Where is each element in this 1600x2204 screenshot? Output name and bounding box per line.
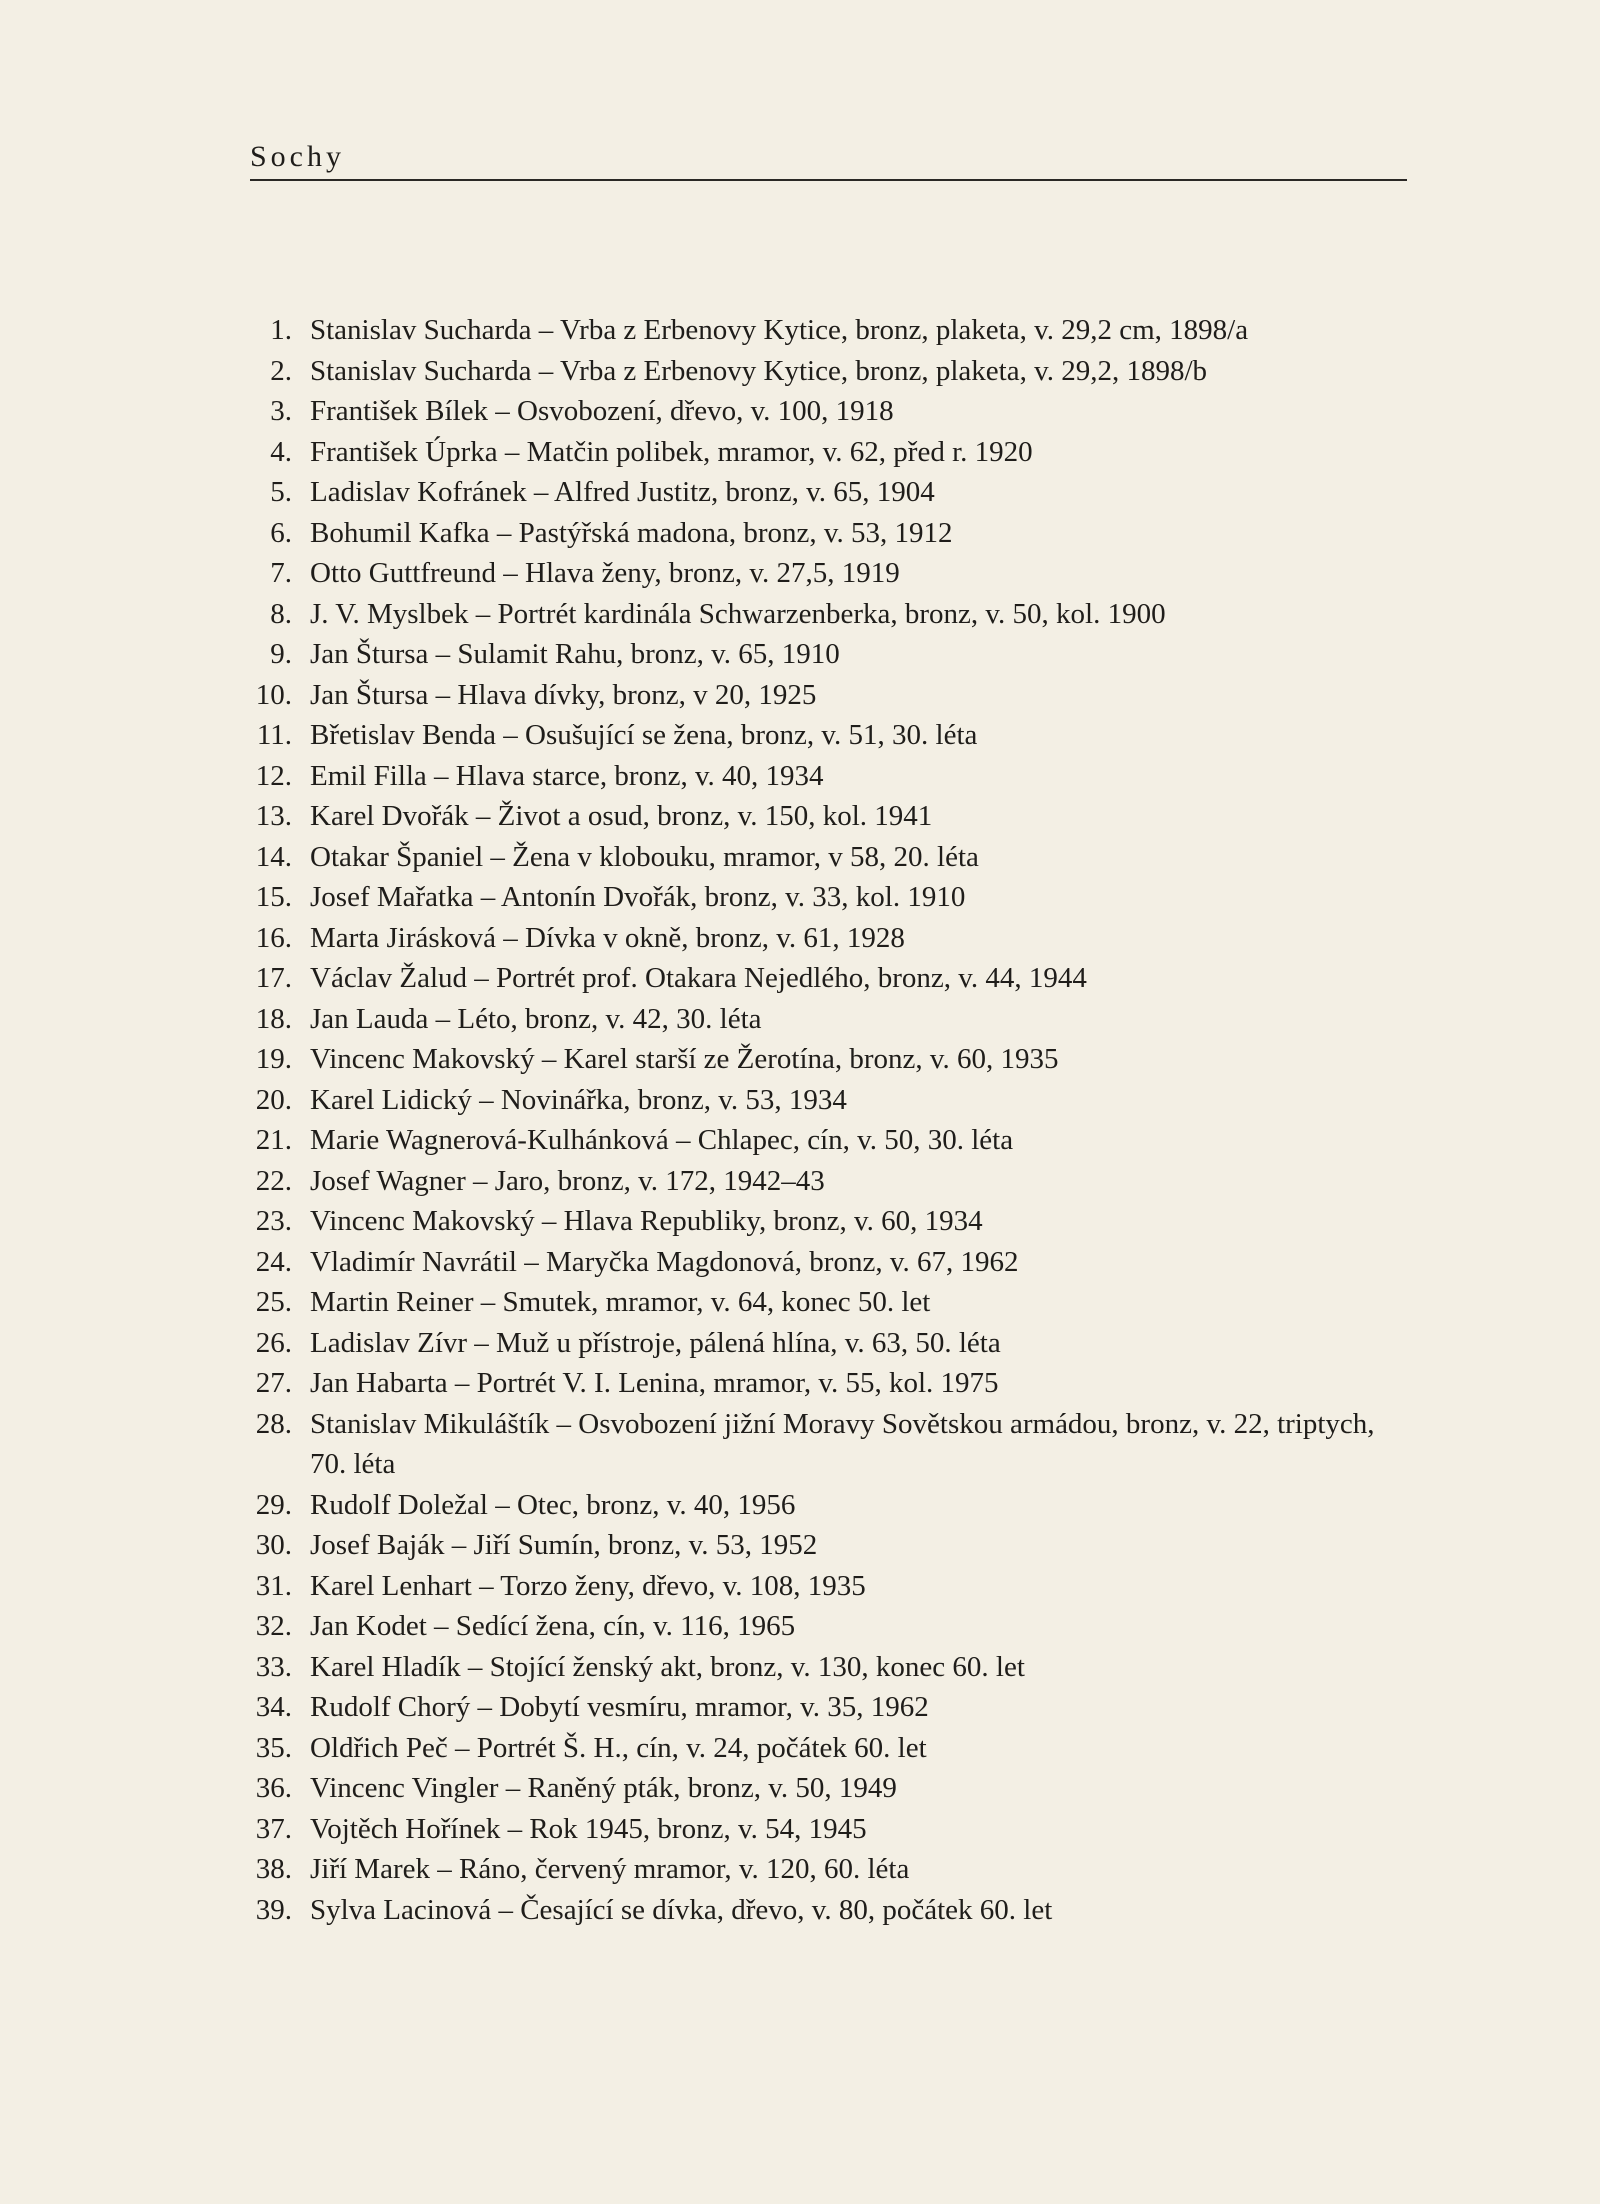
list-item-number: 30. <box>255 1529 292 1561</box>
list-item <box>250 796 1430 837</box>
list-item-number: 2. <box>270 354 292 387</box>
list-item-number: 7. <box>270 557 292 589</box>
list-item <box>250 1606 1430 1647</box>
list-item <box>250 958 1430 999</box>
list-item <box>250 675 1430 716</box>
list-item <box>250 1242 1430 1283</box>
list-item-number: 15. <box>255 881 292 913</box>
list-item <box>250 1566 1430 1607</box>
list-item-text: Ladislav Zívr – Muž u přístroje, pálená hlína, v. 63, 50. léta <box>310 1326 1001 1359</box>
list-item-number: 22. <box>255 1164 292 1197</box>
list-item-text: Karel Lenhart – Torzo ženy, dřevo, v. 108, 1935 <box>310 1569 866 1602</box>
list-item-number: 1. <box>270 314 292 346</box>
list-item-text: Vincenc Makovský – Hlava Republiky, bronz, v. 60, 1934 <box>310 1205 983 1237</box>
list-item <box>250 1161 1430 1202</box>
list-item-text: Sylva Lacinová – Česající se dívka, dřevo, v. 80, počátek 60. let <box>310 1893 1053 1926</box>
list-item <box>250 999 1430 1040</box>
list-item-text: Vincenc Makovský – Karel starší ze Žerotína, bronz, v. 60, 1935 <box>310 1043 1059 1075</box>
list-item-number: 27. <box>255 1367 292 1399</box>
list-item-number: 17. <box>255 962 292 994</box>
list-item-number: 39. <box>255 1893 292 1926</box>
list-item <box>250 918 1430 959</box>
list-item-text: Ladislav Kofránek – Alfred Justitz, bronz, v. 65, 1904 <box>310 476 935 508</box>
list-item-text: Stanislav Mikuláštík – Osvobození jižní Moravy Sovětskou armádou, bronz, v. 22, triptych, 70. léta <box>310 1407 1375 1480</box>
list-item <box>250 553 1430 594</box>
list-item-text: Bohumil Kafka – Pastýřská madona, bronz, v. 53, 1912 <box>310 516 953 549</box>
list-item-number: 31. <box>255 1569 292 1602</box>
list-item <box>250 1080 1430 1121</box>
list-item-text: Karel Dvořák – Život a osud, bronz, v. 150, kol. 1941 <box>310 800 933 832</box>
list-item-text: Vincenc Vingler – Raněný pták, bronz, v. 50, 1949 <box>310 1772 897 1804</box>
list-item-number: 19. <box>255 1043 292 1075</box>
list-item <box>250 1687 1430 1728</box>
list-item <box>250 1282 1430 1323</box>
list-item-number: 26. <box>255 1326 292 1359</box>
list-item <box>250 472 1430 513</box>
list-item-text: Jan Kodet – Sedící žena, cín, v. 116, 1965 <box>310 1610 796 1642</box>
list-item-text: Karel Hladík – Stojící ženský akt, bronz, v. 130, konec 60. let <box>310 1650 1025 1683</box>
list-item-number: 32. <box>255 1610 292 1642</box>
list-item-number: 5. <box>270 476 292 508</box>
list-item-number: 36. <box>255 1772 292 1804</box>
list-item-number: 24. <box>255 1245 292 1278</box>
list-item <box>250 1849 1430 1890</box>
list-item <box>250 310 1430 351</box>
list-item-number: 23. <box>255 1205 292 1237</box>
list-item-text: Jan Štursa – Sulamit Rahu, bronz, v. 65, 1910 <box>310 638 840 670</box>
list-item-text: Stanislav Sucharda – Vrba z Erbenovy Kytice, bronz, plaketa, v. 29,2 cm, 1898/a <box>310 314 1249 346</box>
list-item <box>250 1120 1430 1161</box>
list-item-number: 10. <box>255 678 292 711</box>
list-item-number: 3. <box>270 395 292 427</box>
list-item-text: Stanislav Sucharda – Vrba z Erbenovy Kytice, bronz, plaketa, v. 29,2, 1898/b <box>310 354 1208 387</box>
list-item-text: Břetislav Benda – Osušující se žena, bronz, v. 51, 30. léta <box>310 719 978 751</box>
list-item-text: Vladimír Navrátil – Maryčka Magdonová, bronz, v. 67, 1962 <box>310 1245 1019 1278</box>
list-item <box>250 1525 1430 1566</box>
list-item-text: Karel Lidický – Novinářka, bronz, v. 53, 1934 <box>310 1083 847 1116</box>
list-item <box>250 1363 1430 1404</box>
list-item <box>250 594 1430 635</box>
list-item <box>250 1323 1430 1364</box>
list-item-number: 29. <box>255 1488 292 1521</box>
list-item-number: 11. <box>256 719 292 751</box>
list-item-number: 38. <box>255 1853 292 1885</box>
list-item-text: František Bílek – Osvobození, dřevo, v. 100, 1918 <box>310 395 894 427</box>
list-item-number: 25. <box>255 1286 292 1318</box>
list-item <box>250 634 1430 675</box>
list-item-text: Rudolf Chorý – Dobytí vesmíru, mramor, v. 35, 1962 <box>310 1691 929 1723</box>
list-item-number: 4. <box>270 435 292 468</box>
list-item <box>250 877 1430 918</box>
list-item-text: Emil Filla – Hlava starce, bronz, v. 40, 1934 <box>310 759 824 792</box>
list-item <box>250 1809 1430 1850</box>
list-item-number: 9. <box>270 638 292 670</box>
list-item <box>250 1485 1430 1526</box>
list-item-text: Marta Jirásková – Dívka v okně, bronz, v. 61, 1928 <box>310 921 905 954</box>
list-item-text: Oldřich Peč – Portrét Š. H., cín, v. 24, počátek 60. let <box>310 1731 927 1764</box>
list-item-text: František Úprka – Matčin polibek, mramor, v. 62, před r. 1920 <box>310 435 1033 468</box>
list-item <box>250 1201 1430 1242</box>
list-item-text: Jiří Marek – Ráno, červený mramor, v. 120, 60. léta <box>310 1853 910 1885</box>
list-item-number: 20. <box>255 1083 292 1116</box>
list-item <box>250 1039 1430 1080</box>
list-item <box>250 513 1430 554</box>
sculpture-list <box>250 310 1430 1930</box>
list-item <box>250 1404 1430 1485</box>
list-item <box>250 1647 1430 1688</box>
list-item-number: 14. <box>255 840 292 873</box>
list-item-number: 12. <box>255 759 292 792</box>
list-item-number: 37. <box>255 1812 292 1845</box>
page-title: Sochy <box>250 140 345 173</box>
list-item-number: 33. <box>255 1650 292 1683</box>
list-item <box>250 715 1430 756</box>
list-item-text: Otto Guttfreund – Hlava ženy, bronz, v. 27,5, 1919 <box>310 557 900 589</box>
list-item <box>250 432 1430 473</box>
list-item <box>250 1890 1430 1931</box>
list-item-text: Václav Žalud – Portrét prof. Otakara Nejedlého, bronz, v. 44, 1944 <box>310 962 1087 994</box>
list-item-text: Marie Wagnerová-Kulhánková – Chlapec, cín, v. 50, 30. léta <box>310 1124 1014 1156</box>
list-item-number: 34. <box>255 1691 292 1723</box>
header-rule <box>250 179 1407 181</box>
list-item <box>250 1728 1430 1769</box>
list-item-text: Josef Mařatka – Antonín Dvořák, bronz, v. 33, kol. 1910 <box>310 881 966 913</box>
list-item-number: 8. <box>270 597 292 630</box>
list-item-text: Rudolf Doležal – Otec, bronz, v. 40, 1956 <box>310 1488 796 1521</box>
list-item <box>250 391 1430 432</box>
list-item-number: 16. <box>255 921 292 954</box>
list-item-number: 18. <box>255 1002 292 1035</box>
list-item-text: Jan Lauda – Léto, bronz, v. 42, 30. léta <box>310 1002 762 1035</box>
list-item-text: Jan Štursa – Hlava dívky, bronz, v 20, 1925 <box>310 678 817 711</box>
list-item-text: Jan Habarta – Portrét V. I. Lenina, mramor, v. 55, kol. 1975 <box>310 1367 999 1399</box>
list-item-text: Josef Baják – Jiří Sumín, bronz, v. 53, 1952 <box>310 1529 818 1561</box>
list-item-text: Otakar Španiel – Žena v klobouku, mramor, v 58, 20. léta <box>310 840 979 873</box>
list-item-number: 6. <box>270 516 292 549</box>
list-item <box>250 756 1430 797</box>
list-item-number: 28. <box>255 1407 292 1440</box>
list-item-number: 13. <box>255 800 292 832</box>
list-item <box>250 837 1430 878</box>
list-item <box>250 351 1430 392</box>
list-item-text: Martin Reiner – Smutek, mramor, v. 64, konec 50. let <box>310 1286 931 1318</box>
list-item-text: J. V. Myslbek – Portrét kardinála Schwarzenberka, bronz, v. 50, kol. 1900 <box>310 597 1166 630</box>
list-item-text: Vojtěch Hořínek – Rok 1945, bronz, v. 54, 1945 <box>310 1812 867 1845</box>
list-item-number: 21. <box>255 1124 292 1156</box>
list-item <box>250 1768 1430 1809</box>
list-item-number: 35. <box>255 1731 292 1764</box>
list-item-text: Josef Wagner – Jaro, bronz, v. 172, 1942–43 <box>310 1164 825 1197</box>
